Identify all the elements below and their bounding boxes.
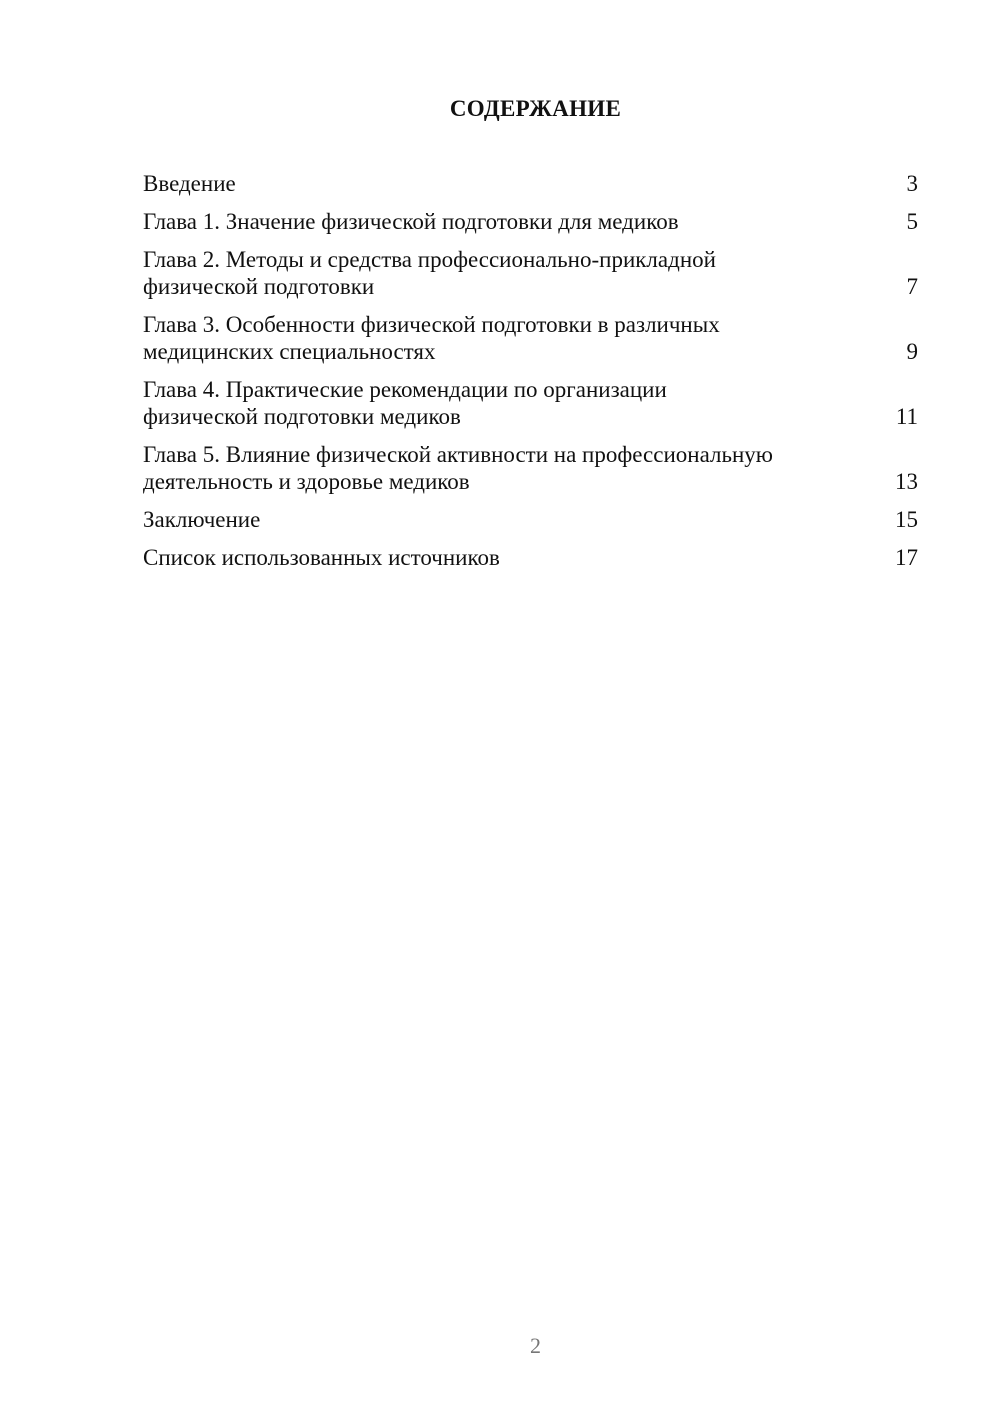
toc-entry-chapter-1 [143, 208, 918, 235]
toc-entry-line: Глава 1. Значение физической подготовки для медиков [143, 209, 679, 234]
toc-entry-text [143, 311, 720, 365]
toc-entry-chapter-4 [143, 376, 918, 430]
toc-entry-text [143, 170, 236, 197]
toc-entry-page: 17 [895, 545, 918, 570]
toc-entry-chapter-5 [143, 441, 918, 495]
toc-entry-text [143, 246, 716, 300]
toc-entry-references [143, 544, 918, 571]
toc-entry-line: Глава 4. Практические рекомендации по организации [143, 377, 667, 402]
toc-entry-text [143, 506, 260, 533]
page-number: 2 [530, 1333, 541, 1358]
toc-entry-line: Глава 2. Методы и средства профессионально-прикладной [143, 247, 716, 272]
toc-entry-page: 11 [895, 404, 918, 429]
toc-entry-page: 3 [906, 171, 918, 196]
toc-entry-line: Глава 3. Особенности физической подготовки в различных [143, 312, 720, 337]
toc-entry-line: физической подготовки [143, 274, 375, 299]
toc-entry-introduction [143, 170, 918, 197]
toc-entry-text [143, 208, 679, 235]
toc-entry-line: Список использованных источников [143, 545, 500, 570]
toc-entry-line: деятельность и здоровье медиков [143, 469, 470, 494]
toc-entry-chapter-2 [143, 246, 918, 300]
toc-entry-page: 5 [906, 209, 918, 234]
toc-entry-page: 7 [906, 274, 918, 299]
toc-entry-line: медицинских специальностях [143, 339, 436, 364]
toc-entry-text [143, 376, 667, 430]
toc-entry-page: 13 [895, 469, 918, 494]
toc-entry-line: Заключение [143, 507, 261, 532]
toc-entry-line: Глава 5. Влияние физической активности на профессиональную [143, 442, 773, 467]
toc-entry-chapter-3 [143, 311, 918, 365]
toc-entry-page: 15 [895, 507, 918, 532]
toc-entry-page: 9 [906, 339, 918, 364]
toc-list [143, 170, 918, 582]
toc-entry-text [143, 441, 773, 495]
toc-entry-conclusion [143, 506, 918, 533]
toc-entry-line: физической подготовки медиков [143, 404, 461, 429]
toc-title: СОДЕРЖАНИЕ [449, 96, 622, 121]
toc-entry-text [143, 544, 500, 571]
toc-entry-line: Введение [143, 171, 236, 196]
